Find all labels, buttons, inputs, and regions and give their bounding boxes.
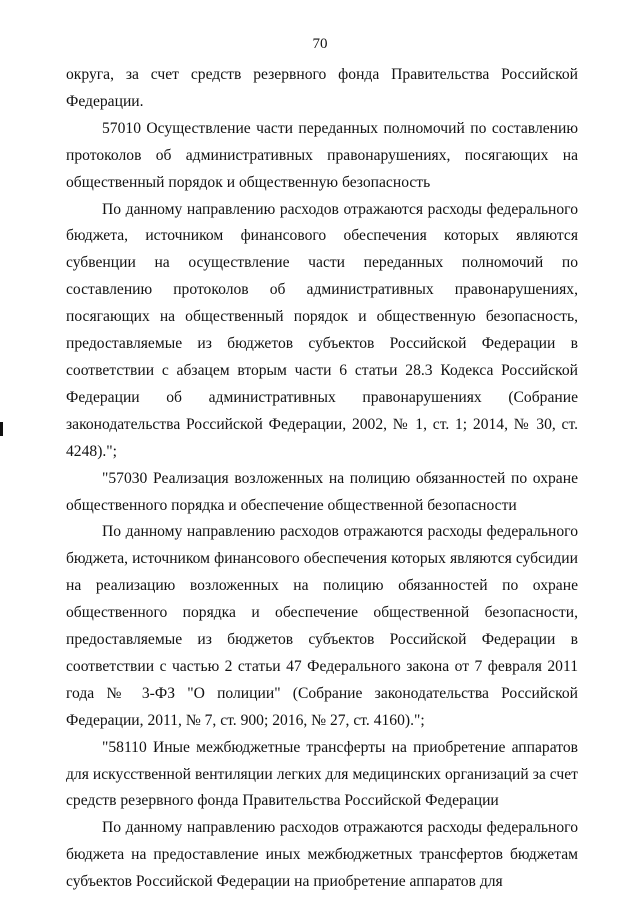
section-heading-57030: "57030 Реализация возложенных на полицию обязанностей по охране общественного порядка и обеспечение общественной безопасности	[66, 469, 578, 514]
paragraph-58110-description: По данному направлению расходов отражаются расходы федерального бюджета на предоставление иных межбюджетных трансфертов бюджетам субъектов Российской Федерации на приобретение аппаратов для	[66, 819, 578, 891]
paragraph-57030-description: По данному направлению расходов отражаются расходы федерального бюджета, источником финансового обеспечения которых являются субсидии на реализацию возложенных на полицию обязанностей по охране общественного порядка и обеспечение общественной безопасности, предоставляемые из бюджетов субъектов Российской Федерации в соответствии с частью 2 статьи 47 Федерального закона от 7 февраля 2011 года № 3-ФЗ "О полиции" (Собрание законодательства Российской Федерации, 2011, № 7, ст. 900; 2016, № 27, ст. 4160).";	[66, 523, 578, 729]
page-number: 70	[312, 36, 328, 52]
page-body	[66, 62, 578, 896]
section-heading-57010: 57010 Осуществление части переданных полномочий по составлению протоколов об административных правонарушениях, посягающих на общественный порядок и общественную безопасность	[66, 119, 578, 191]
section-heading-58110: "58110 Иные межбюджетные трансферты на приобретение аппаратов для искусственной вентиляции легких для медицинских организаций за счет средств резервного фонда Правительства Российской Федерации	[66, 738, 578, 810]
paragraph-continuation: округа, за счет средств резервного фонда Правительства Российской Федерации.	[66, 66, 578, 110]
paragraph-57010-description: По данному направлению расходов отражаются расходы федерального бюджета, источником финансового обеспечения которых являются субвенции на осуществление части переданных полномочий по составлению протоколов об административных правонарушениях, посягающих на общественный порядок и общественную безопасность, предоставляемые из бюджетов субъектов Российской Федерации в соответствии с абзацем вторым части 6 статьи 28.3 Кодекса Российской Федерации об административных правонарушениях (Собрание законодательства Российской Федерации, 2002, № 1, ст. 1; 2014, № 30, ст. 4248).";	[66, 200, 578, 460]
scan-edge-mark	[0, 422, 3, 436]
